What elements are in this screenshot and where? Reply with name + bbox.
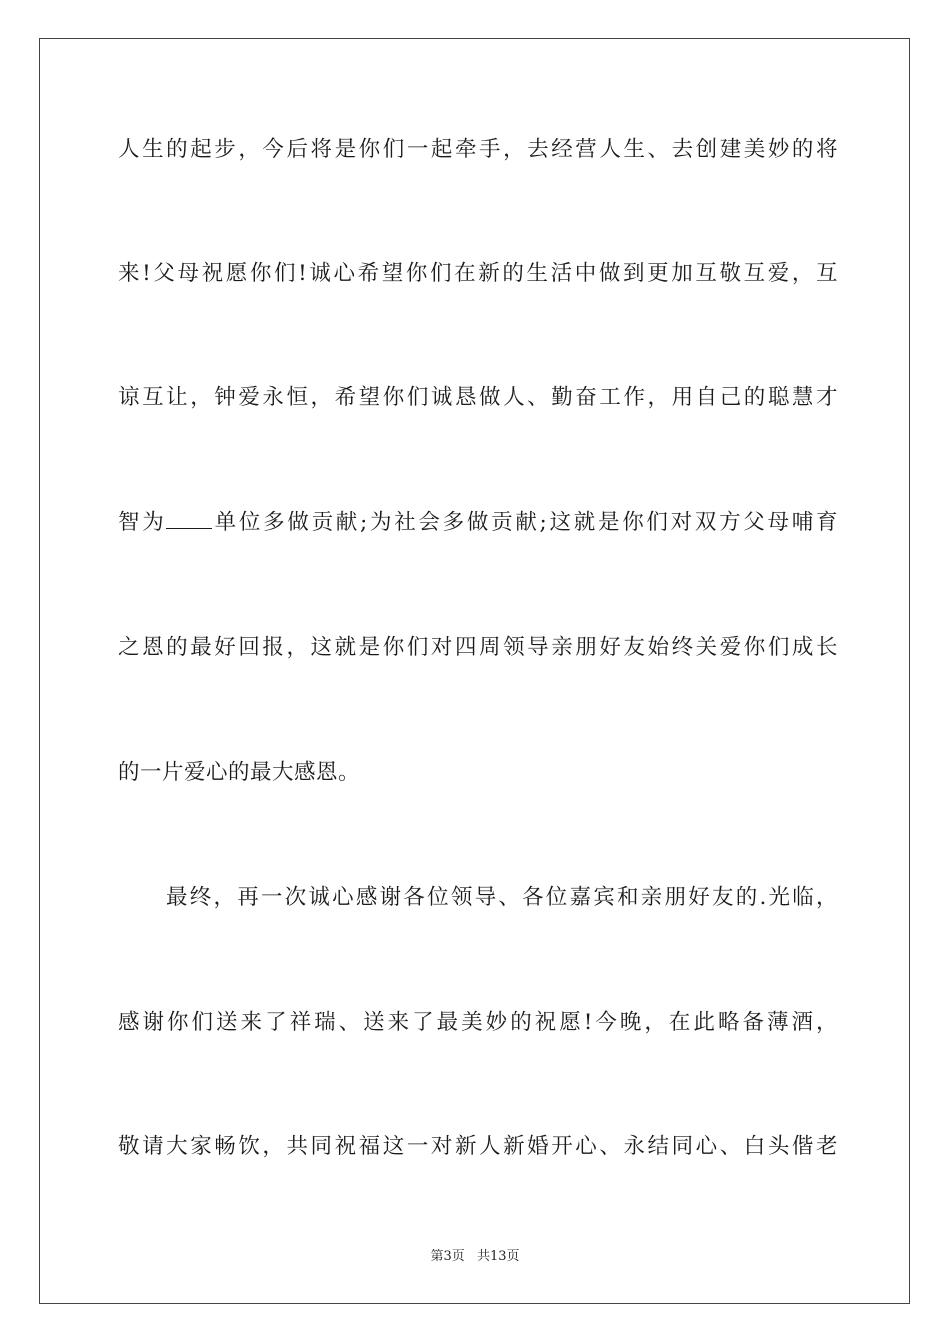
body-line-5: 之恩的最好回报，这就是你们对四周领导亲朋好友始终关爱你们成长	[118, 635, 838, 660]
body-line-4-end: 单位多做贡献;为社会多做贡献;这就是你们对双方父母哺育	[212, 510, 838, 535]
page-number: 第3页	[430, 1249, 465, 1264]
body-line-4	[118, 508, 838, 538]
page-footer	[0, 1248, 950, 1266]
body-line-3: 谅互让，钟爱永恒，希望你们诚恳做人、勤奋工作，用自己的聪慧才	[118, 385, 838, 410]
body-line-4-start: 智为	[118, 510, 167, 535]
page-total: 共13页	[476, 1249, 520, 1264]
paragraph-2-line-1: 最终，再一次诚心感谢各位领导、各位嘉宾和亲朋好友的.光临，	[166, 885, 838, 910]
paragraph-2-line-2: 感谢你们送来了祥瑞、送来了最美妙的祝愿!今晚，在此略备薄酒，	[118, 1010, 838, 1035]
page-border	[39, 38, 910, 1304]
fill-in-blank	[166, 508, 212, 529]
paragraph-2-line-3: 敬请大家畅饮，共同祝福这一对新人新婚开心、永结同心、白头偕老	[118, 1134, 838, 1159]
body-line-2: 来!父母祝愿你们!诚心希望你们在新的生活中做到更加互敬互爱，互	[118, 261, 838, 286]
body-line-6: 的一片爱心的最大感恩。	[118, 760, 361, 785]
body-line-1: 人生的起步，今后将是你们一起牵手，去经营人生、去创建美妙的将	[118, 137, 838, 162]
